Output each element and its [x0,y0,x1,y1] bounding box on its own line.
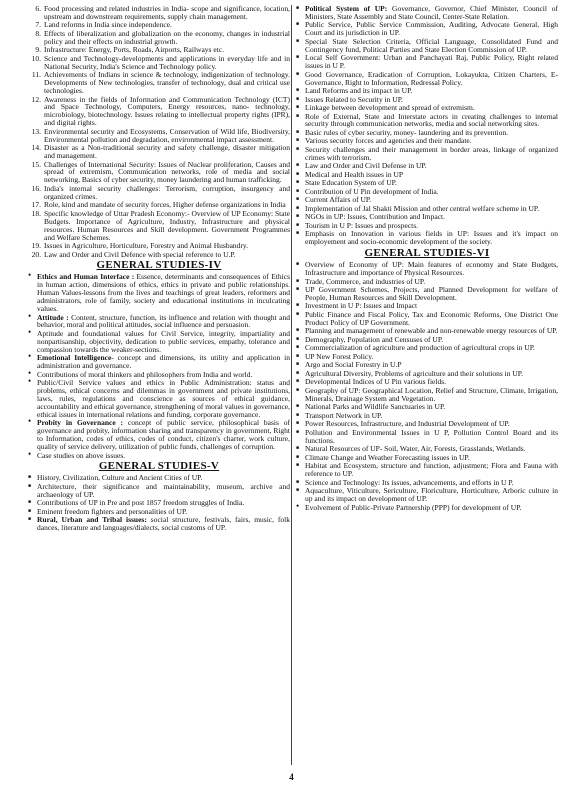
item-text: Land Reforms and its impact in UP. [305,86,413,96]
item-text: Role of External, State and Interstate actors in creating challenges to internal security through communication networks, media and social networking sites. [305,111,558,129]
item-text: UP Government Schemes, Projects, and Planned Development for welfare of People, Human Resources and Skill Development. [305,285,558,302]
item-text: Contributions of UP in Pre and post 1857 freedom struggles of India. [37,498,245,508]
item-number: 8. [35,28,41,38]
item-bold-lead: Emotional Intelligence- [37,353,114,363]
item-text: Infrastructure: Energy, Ports, Roads, Airports, Railways etc. [44,45,224,55]
item-text: Climate Change and Weather Forecasting issues in UP. [305,452,470,462]
item-text: Architecture, their significance and maintainability, museum, archive and archaeology of UP. [37,481,290,499]
item-text: National Parks and Wildlife Sanctuaries in UP. [305,402,446,412]
item-text: Investment in U P: Issues and Impact [305,301,418,311]
item-text: Achievements of Indians in science & technology, indigenization of technology. Developments of New technologies, transfer of technology, dual and critical use technologies. [44,70,290,96]
item-number: 6. [35,4,41,13]
item-text: Environmental security and Ecosystems, Conservation of Wild life, Biodiversity, Environmental pollution and degradation, environmental impact assessment. [44,126,290,144]
item-text: Public/Civil Service values and ethics in Public Administration: status and problems, ethical concerns and dilemmas in government and private institutions, laws, rules, regulations and conscience as sources of ethical guidance, accountability and ethical governance, strengthening of moral values in governance, ethical issues in international relations and funding, corporate governance. [37,378,290,419]
item-text: Specific knowledge of Uttar Pradesh Economy:- Overview of UP Economy: State Budgets. Importance of Agriculture, Industry, Infrastructure and physical resources. Human Resources and Skill development. Government Programmes and Welfare Schemes. [44,208,290,242]
item-text: Food processing and related industries in India- scope and significance, location, upstream and downstream requirements, supply chain management. [44,4,290,21]
list-item [296,286,558,302]
list-item [28,71,290,95]
item-bold-lead: Rural, Urban and Tribal issues: [37,515,147,525]
list-item [28,379,290,419]
item-text: Good Governance, Eradication of Corruption, Lokayukta, Citizen Charters, E-Governance, Right to Information, Redressal Policy. [305,69,558,87]
item-text: Current Affairs of UP. [305,195,372,205]
item-text: Contribution of U Pin development of India. [305,186,439,196]
item-bold-lead: Probity in Governance : [37,418,124,428]
item-text: Tourism in U P: Issues and prospects. [305,220,419,230]
item-text: Special State Selection Criteria, Official Language, Consolidated Fund and Contingency fund, Political Parties and State Election Commission of UP. [305,36,558,54]
item-text: Various security forces and agencies and their mandate. [305,136,472,146]
item-number: 20. [31,249,41,259]
list-item [28,483,290,499]
item-text: Essence, determinants and consequences of Ethics in human action, dimensions of ethics, ethics in private and public relationships. Human Values-lessons from the lives and teachings of great leaders, reformers and administrators, role of family, society and educational institutions in inculcating values. [37,272,290,314]
item-bold-lead: Ethics and Human Interface : [37,272,135,282]
page-number: 4 [289,772,294,782]
item-bold-lead: Political System of UP: [305,4,388,13]
list-item [296,462,558,478]
item-text: Contributions of moral thinkers and philosophers from India and world. [37,369,253,379]
item-text: Demography, Population and Censuses of UP. [305,334,444,344]
item-text: History, Civilization, Culture and Ancient Cities of UP. [37,473,203,483]
item-text: Eminent freedom fighters and personalities of UP. [37,506,188,516]
list-item [296,71,558,87]
item-text: Public Finance and Fiscal Policy, Tax and Economic Reforms, One District One Product Policy of UP Government. [305,309,558,327]
list-item [28,5,290,21]
item-text: Argo and Social Forestry in U.P [305,360,402,370]
list-item [28,330,290,354]
item-text: Science and Technology-developments and applications in everyday life and in National Security, India's Science and Technology policy. [44,53,290,71]
list-item [28,96,290,128]
list-item [296,487,558,503]
list-item [296,429,558,445]
list-item [296,504,558,512]
item-text: Aquaculture, Viticulture, Sericulture, Floriculture, Horticulture, Arboric culture in up and its impact on development of UP. [305,486,558,503]
item-text: Developmental Indices of U Pin various fields. [305,377,447,387]
item-text: Basic rules of cyber security, money- laundering and its prevention. [305,127,508,137]
list-item [296,387,558,403]
item-text: Land reforms in India since independence. [44,20,172,30]
list-item [28,144,290,160]
item-text: Power Resources, Infrastructure, and Industrial Development of UP. [305,419,510,429]
item-text: Emphasis on Innovation in various fields in UP: Issues and it's impact on employement and socio-economic development of the society. [305,229,558,247]
list-item [28,210,290,242]
column-divider [291,5,292,765]
item-text: Natural Resources of UP- Soil, Water, Air, Forests, Grasslands, Wetlands. [305,444,526,454]
list-item [28,161,290,185]
item-number: 13. [31,126,41,136]
item-number: 11. [31,70,41,80]
item-text: Local Self Government: Urban and Panchayati Raj, Public Policy, Right related issues in U P. [305,53,558,71]
list-item [296,5,558,21]
gs5-continued-list [296,5,558,246]
list-item [28,185,290,201]
item-number: 9. [35,45,41,55]
list-item [28,55,290,71]
list-item [296,38,558,54]
item-text: Challenges of International Security: Issues of Nuclear proliferation, Causes and spread of extremism, Communication networks, role of media and social networking, Basics of cyber security, money laundering and human trafficking. [44,159,290,185]
item-number: 19. [31,241,41,250]
item-text: Agricultural Diversity, Problems of agriculture and their solutions in UP. [305,368,524,378]
item-bold-lead: Attitude : [37,312,69,322]
right-column [296,5,558,512]
item-text: Law and Order and Civil Defense in UP. [305,161,427,171]
gs6-list [296,261,558,503]
gs4-heading: GENERAL STUDIES-IV [96,259,222,272]
item-text: Trade, Commerce, and industries of UP. [305,276,426,286]
item-text: Public Service, Public Service Commission, Auditing, Advocate General, High Court and its jurisdiction in UP. [305,20,558,38]
list-item [296,311,558,327]
item-text: Issues Related to Security in UP. [305,94,403,104]
list-item [28,452,290,460]
list-item [296,261,558,277]
item-text: Implementation of Jal Shakti Mission and other central welfare scheme in UP. [305,203,540,213]
item-text: Commercialization of agriculture and production of agricultural crops in UP. [305,343,535,353]
item-text: Issues in Agriculture, Horticulture, Forestry and Animal Husbandry. [44,241,249,250]
item-text: State Education System of UP. [305,178,397,188]
item-text: Content, structure, function, its influence and relation with thought and behavior, moral and political attitudes, social influence and persuasion. [37,312,290,330]
item-text: Science and Technology: Its issues, advancements, and efforts in U P. [305,477,514,487]
list-item [28,273,290,313]
list-item [296,230,558,246]
item-number: 16. [31,183,41,193]
item-number: 12. [31,94,41,104]
item-text: Pollution and Environmental Issues in U P, Pollution Control Board and its functions. [305,427,558,445]
item-text: NGOs in UP: Issues, Contribution and Impact. [305,212,445,222]
list-item [28,516,290,532]
list-item [28,354,290,370]
list-item [296,54,558,70]
list-item [28,251,290,259]
item-text: Role, kind and mandate of security forces, Higher defense organizations in India [44,200,286,210]
item-number: 17. [31,200,41,210]
item-text: Evolvement of Public-Private Partnership (PPP) for development of UP. [305,502,522,512]
item-text: Governance, Governor, Chief Minister, Council of Ministers, State Assembly and State Council, Center-State Relation. [305,4,558,21]
item-text: Medical and Health issues in UP [305,169,404,179]
numbered-list [28,5,290,258]
item-number: 14. [31,143,41,153]
item-text: Case studies on above issues. [37,450,126,460]
list-item [28,30,290,46]
item-text: Disaster as a Non-traditional security and safety challenge, disaster mitigation and management. [44,143,290,161]
item-text: UP New Forest Policy. [305,351,374,361]
item-text: social structure, festivals, fairs, music, folk dances, literature and languages/dialects, social customs of UP. [37,515,290,533]
item-text: Aptitude and foundational values for Civil Service, integrity, impartiality and nonpartisanship, objectivity, dedication to public services, empathy, tolerance and compassion towards the weaker-sections. [37,328,290,354]
gs6-heading: GENERAL STUDIES-VI [364,247,490,260]
item-text: Planning and management of renewable and non-renewable energy resources of UP. [305,326,558,336]
item-number: 10. [31,53,41,63]
item-number: 18. [31,208,41,218]
list-item [28,419,290,451]
item-text: Geography of UP: Geographical Location, Relief and Structure, Climate, Irrigation, Minerals, Drainage System and Vegetation. [305,385,558,403]
item-text: Transport Network in UP. [305,410,383,420]
item-number: 7. [35,20,41,30]
item-text: Habitat and Ecosystem, structure and function, adjustment; Flora and Fauna with reference to UP. [305,461,558,479]
item-text: Awareness in the fields of Information and Communication Technology (ICT) and Space Technology, Computers, Energy resources, nano- technology, microbiology, biotechnology. Issues relating to intellectual property rights (IPR), and digital rights. [44,94,290,128]
list-item [296,113,558,129]
item-number: 15. [31,159,41,169]
item-text: concept of public service, philosophical basis of governance and probity, information sharing and transparency in government, Right to Information, codes of ethics, codes of conduct, citizen's charter, work culture, quality of service delivery, utilization of public funds, challenges of corruption. [37,418,290,451]
list-item [296,146,558,162]
left-column [28,5,290,533]
gs5-list [28,474,290,532]
gs6-last-item [296,504,558,512]
list-item [296,21,558,37]
item-text: Effects of liberalization and globalization on the economy, changes in industrial policy and their effects on industrial growth. [44,28,290,46]
gs4-list [28,273,290,459]
item-text: Overview of Economy of UP: Main features of economy and State Budgets, Infrastructure and importance of Physical Resources. [305,260,558,278]
item-text: Security challenges and their management in border areas, linkage of organized crimes with terrorism. [305,144,558,162]
item-text: concept and dimensions, its utility and application in administration and governance. [37,353,290,371]
item-text: Linkage between development and spread of extremism. [305,103,475,113]
gs5-heading: GENERAL STUDIES-V [98,460,220,473]
list-item [28,128,290,144]
list-item [28,314,290,330]
item-text: India's internal security challenges: Terrorism, corruption, insurgency and organized crimes. [44,183,290,201]
item-text: Law and Order and Civil Defence with special reference to U.P. [44,249,236,259]
